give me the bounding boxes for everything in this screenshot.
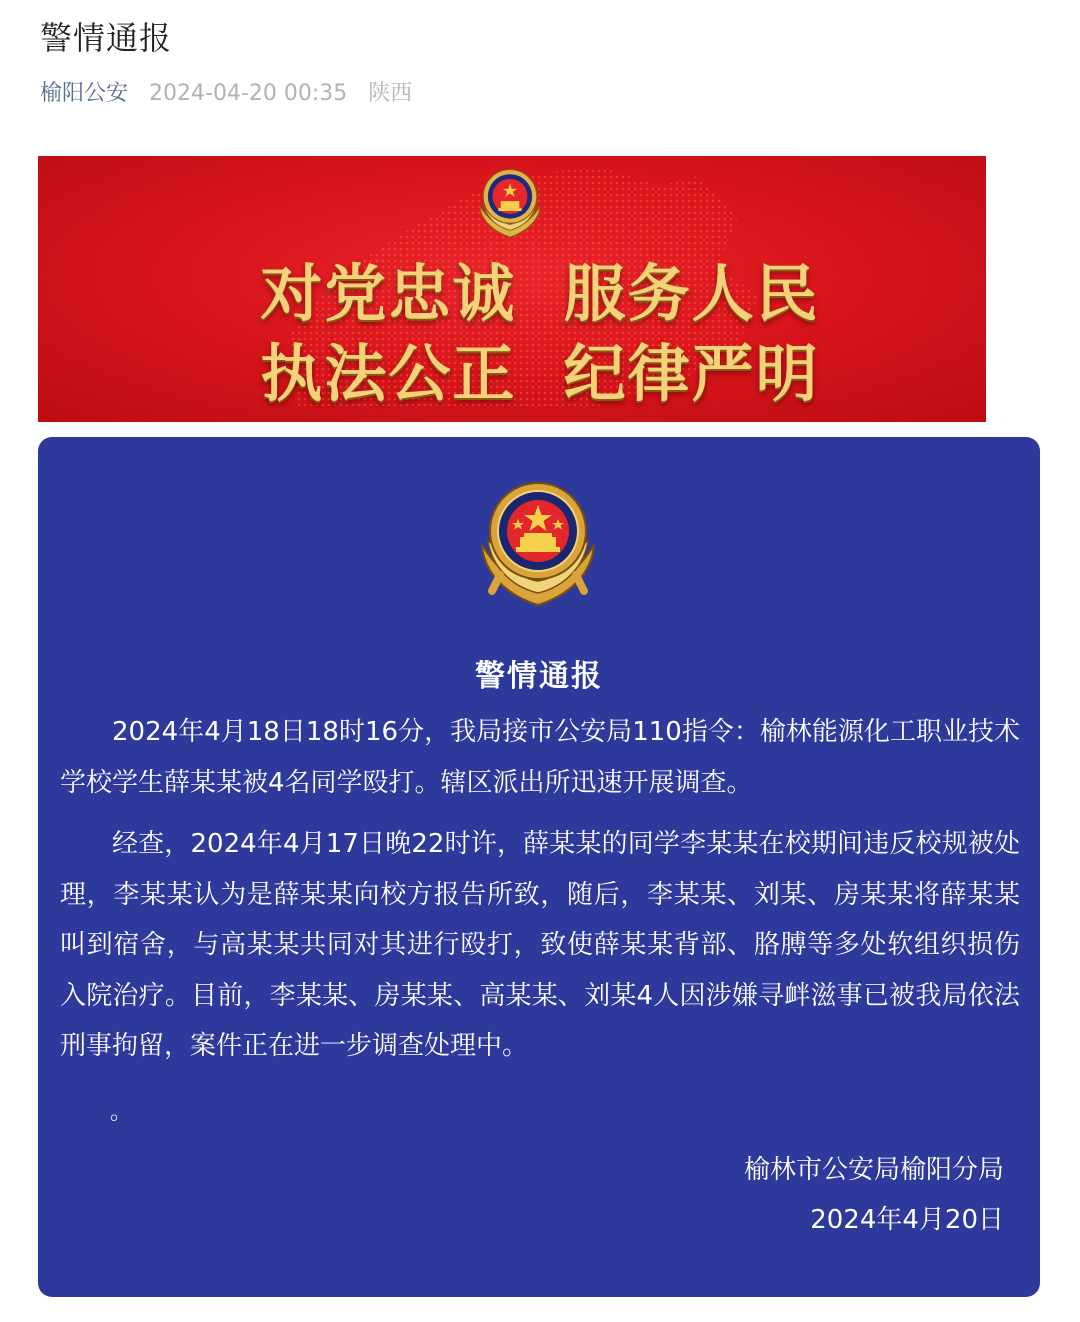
- article-meta: [40, 78, 426, 110]
- police-emblem-icon: [476, 479, 600, 609]
- banner-slogan-line-2: 执法公正 纪律严明: [260, 337, 820, 410]
- notice-card: [38, 437, 1040, 1297]
- banner-slogan-line-1: 对党忠诚 服务人民: [260, 257, 820, 330]
- notice-paragraph-2: 经查，2024年4月17日晚22时许，薛某某的同学李某某在校期间违反校规被处理，李某某认为是薛某某向校方报告所致，随后，李某某、刘某、房某某将薛某某叫到宿舍，与高某某共同对其进行殴打，致使薛某某背部、胳膊等多处软组织损伤入院治疗。目前，李某某、房某某、高某某、刘某4人因涉嫌寻衅滋事已被我局依法刑事拘留，案件正在进一步调查处理中。: [60, 829, 1020, 1061]
- publish-location: 陕西: [368, 81, 413, 106]
- account-name-link[interactable]: 榆阳公安: [40, 81, 129, 106]
- notice-title: 警情通报: [475, 659, 603, 694]
- article-title: 警情通报: [40, 19, 173, 57]
- signature-organization: 榆林市公安局榆阳分局: [743, 1155, 1004, 1185]
- publish-datetime: 2024-04-20 00:35: [149, 81, 348, 106]
- signature-block: [744, 1145, 1004, 1245]
- police-emblem-icon: [475, 166, 545, 242]
- signature-date: 2024年4月20日: [810, 1205, 1004, 1235]
- notice-paragraph-1: 2024年4月18日18时16分，我局接市公安局110指令：榆林能源化工职业技术学校学生薛某某被4名同学殴打。辖区派出所迅速开展调查。: [60, 717, 1020, 798]
- stray-punctuation: 。: [110, 1100, 133, 1125]
